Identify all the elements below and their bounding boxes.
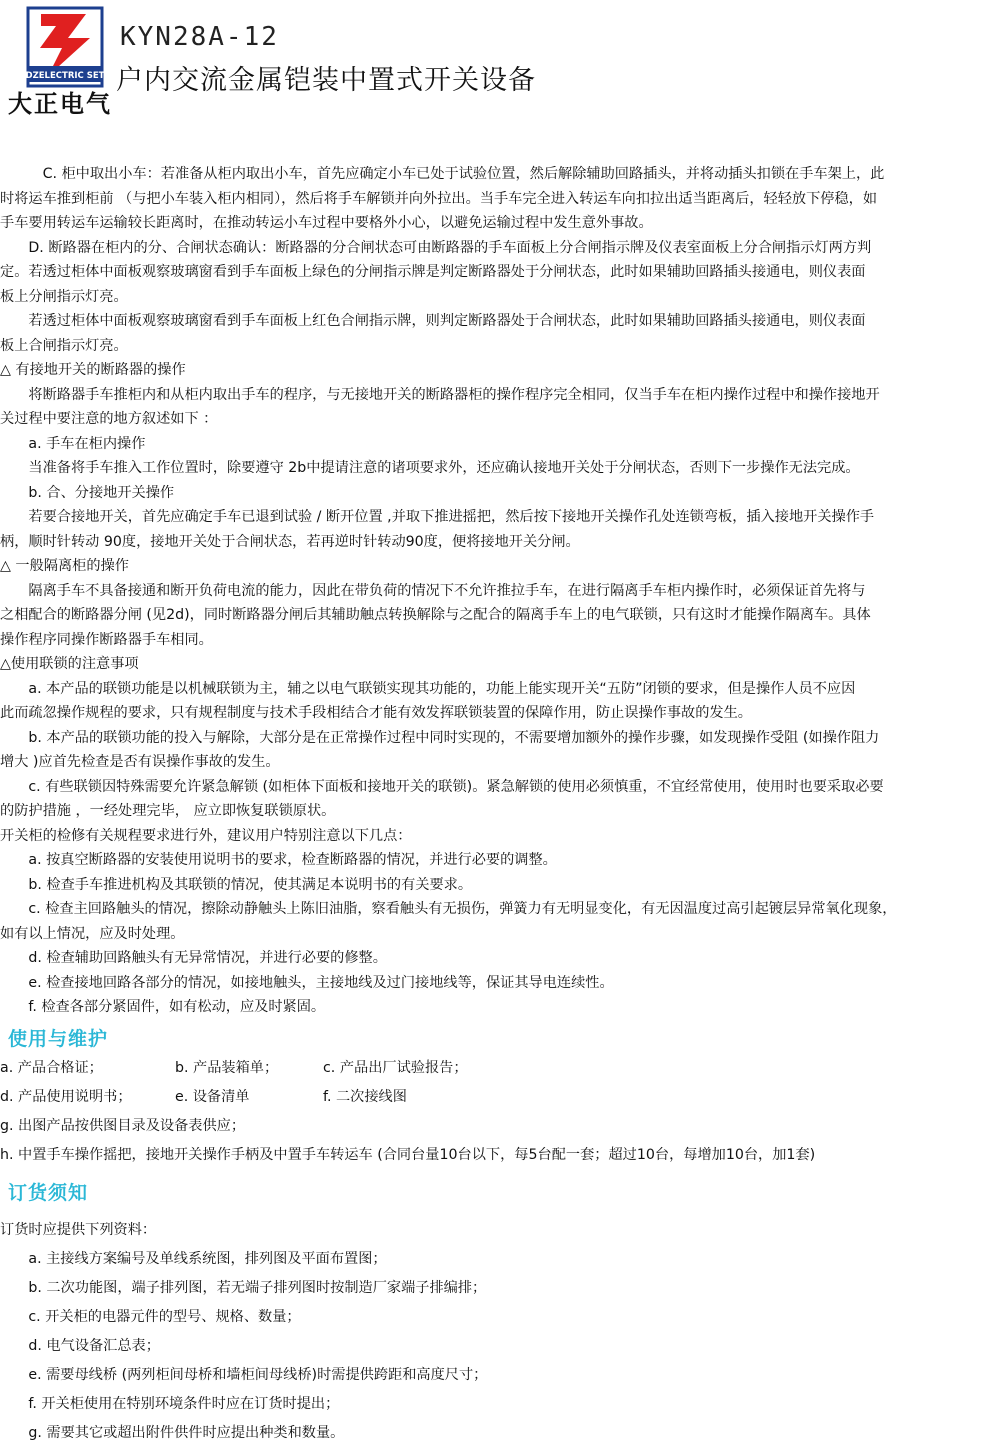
document-body [0,162,1000,1448]
use-row-1 [0,1054,1000,1083]
list-item: b. 二次功能图，端子排列图，若无端子排列图时按制造厂家端子排编排； [0,1279,487,1296]
page-title: 户内交流金属铠装中置式开关设备 [116,65,536,96]
list-item: f. 二次接线图 [323,1088,407,1105]
section-heading-order: 订货须知 [8,1181,89,1204]
text-line: 柄，顺时针转动 90度，接地开关处于合闸状态，若再逆时针转动90度，便将接地开关分闸。 [0,533,580,550]
section-heading-use: 使用与维护 [8,1027,109,1050]
list-item: a. 主接线方案编号及单线系统图，排列图及平面布置图； [0,1250,387,1267]
text-line: 关过程中要注意的地方叙述如下 ： [0,411,218,427]
text-line: C. 柜中取出小车：若准备从柜内取出小车，首先应确定小车已处于试验位置，然后解除辅助回路插头，并将动插头扣锁在手车架上，此 [0,166,885,182]
text-line: b. 检查手车推进机构及其联锁的情况，使其满足本说明书的有关要求。 [0,876,473,893]
text-line: 若透过柜体中面板观察玻璃窗看到手车面板上红色合闸指示牌，则判定断路器处于合闸状态，此时如果辅助回路插头接通电，则仪表面 [0,313,866,329]
text-line: a. 按真空断路器的安装使用说明书的要求，检查断路器的情况，并进行必要的调整。 [0,852,557,868]
order-list [0,1245,1000,1448]
text-line: D. 断路器在柜内的分、合闸状态确认：断路器的分合闸状态可由断路器的手车面板上分合闸指示牌及仪表室面板上分合闸指示灯两方判 [0,239,872,256]
text-line: 此而疏忽操作规程的要求，只有规程制度与技术手段相结合才能有效发挥联锁装置的保障作用，防止误操作事故的发生。 [0,705,752,721]
text-line: f. 检查各部分紧固件，如有松动，应及时紧固。 [0,999,326,1015]
text-line: a. 本产品的联锁功能是以机械联锁为主，辅之以电气联锁实现其功能的，功能上能实现开关“五防”闭锁的要求，但是操作人员不应因 [0,680,856,697]
text-line: 将断路器手车推柜内和从柜内取出手车的程序，与无接地开关的断路器柜的操作程序完全相同，仅当手车在柜内操作过程中和操作接地开 [0,386,880,403]
list-item: b. 产品装箱单； [175,1059,279,1076]
text-line: c. 有些联锁因特殊需要允许紧急解锁 (如柜体下面板和接地开关的联锁)。紧急解锁的使用必须慎重，不宜经常使用，使用时也要采取必要 [0,778,884,795]
text-line: d. 检查辅助回路触头有无异常情况，并进行必要的修整。 [0,950,387,966]
text-line: 增大 )应首先检查是否有误操作事故的发生。 [0,754,280,770]
text-line: 手车要用转运车运输较长距离时，在推动转运小车过程中要格外小心，以避免运输过程中发生意外事故。 [0,215,653,231]
text-line: 若要合接地开关，首先应确定手车已退到试验 / 断开位置 ,并取下推进摇把，然后按下接地开关操作孔处连锁弯板，插入接地开关操作手 [0,509,875,525]
text-line: 板上分闸指示灯亮。 [0,288,128,305]
text-line: b. 本产品的联锁功能的投入与解除，大部分是在正常操作过程中同时实现的，不需要增加额外的操作步骤，如发现操作受阻 (如操作阻力 [0,729,880,746]
list-item: c. 开关柜的电器元件的型号、规格、数量； [0,1308,301,1325]
text-line: 之相配合的断路器分闸 (见2d)，同时断路器分闸后其辅助触点转换解除与之配合的隔离手车上的电气联锁，只有这时才能操作隔离车。具体 [0,607,871,623]
list-item: e. 设备清单 [175,1088,250,1105]
text-line: 板上合闸指示灯亮。 [0,337,128,354]
text-line: 的防护措施 ，一经处理完毕， 应立即恢复联锁原状。 [0,803,336,819]
text-line: 开关柜的检修有关规程要求进行外，建议用户特别注意以下几点： [0,827,412,844]
text-line: 定。若透过柜体中面板观察玻璃窗看到手车面板上绿色的分闸指示牌是判定断路器处于分闸状态，此时如果辅助回路插头接通电，则仪表面 [0,264,866,280]
text-line: a. 手车在柜内操作 [0,435,146,452]
use-line-h: h. 中置手车操作摇把，接地开关操作手柄及中置手车转运车 (合同台量10台以下，每5台配一套；超过10台，每增加10台，加1套) [0,1146,816,1163]
logo-text: DZELECTRIC SET [25,71,105,81]
text-line: b. 合、分接地开关操作 [0,484,175,501]
use-line-g: g. 出图产品按供图目录及设备表供应； [0,1117,246,1134]
text-line: △使用联锁的注意事项 [0,656,139,672]
model-number: KYN28A-12 [120,22,279,52]
use-row-2 [0,1083,1000,1112]
body-text [0,162,1000,1020]
list-item: d. 产品使用说明书； [0,1088,132,1105]
list-item: a. 产品合格证； [0,1059,103,1076]
text-line: e. 检查接地回路各部分的情况，如接地触头，主接地线及过门接地线等，保证其导电连续性。 [0,974,614,991]
list-item: e. 需要母线桥 (两列柜间母桥和墙柜间母线桥)时需提供跨距和高度尺寸； [0,1366,488,1383]
text-line: △ 有接地开关的断路器的操作 [0,362,186,378]
brand-name: 大正电气 [8,90,112,118]
text-line: 操作程序同操作断路器手车相同。 [0,631,213,648]
list-item: c. 产品出厂试验报告； [323,1059,468,1076]
list-item: d. 电气设备汇总表； [0,1337,160,1354]
text-line: 隔离手车不具备接通和断开负荷电流的能力，因此在带负荷的情况下不允许推拉手车，在进行隔离手车柜内操作时，必须保证首先将与 [0,582,866,599]
text-line: 如有以上情况，应及时处理。 [0,925,185,942]
list-item: f. 开关柜使用在特别环境条件时应在订货时提出； [0,1395,340,1412]
order-intro: 订货时应提供下列资料： [0,1221,157,1238]
text-line: 当准备将手车推入工作位置时，除要遵守 2b中提请注意的诸项要求外，还应确认接地开关处于分闸状态，否则下一步操作无法完成。 [0,460,860,476]
text-line: △ 一般隔离柜的操作 [0,558,129,574]
text-line: c. 检查主回路触头的情况，擦除动静触头上陈旧油脂，察看触头有无损伤，弹簧力有无明显变化，有无因温度过高引起镀层异常氧化现象， [0,901,897,917]
text-line: 时将运车推到柜前 （与把小车装入柜内相同），然后将手车解锁并向外拉出。当手车完全进入转运车向扣拉出适当距离后，轻轻放下停稳，如 [0,190,878,207]
list-item: g. 需要其它或超出附件供件时应提出种类和数量。 [0,1424,345,1441]
